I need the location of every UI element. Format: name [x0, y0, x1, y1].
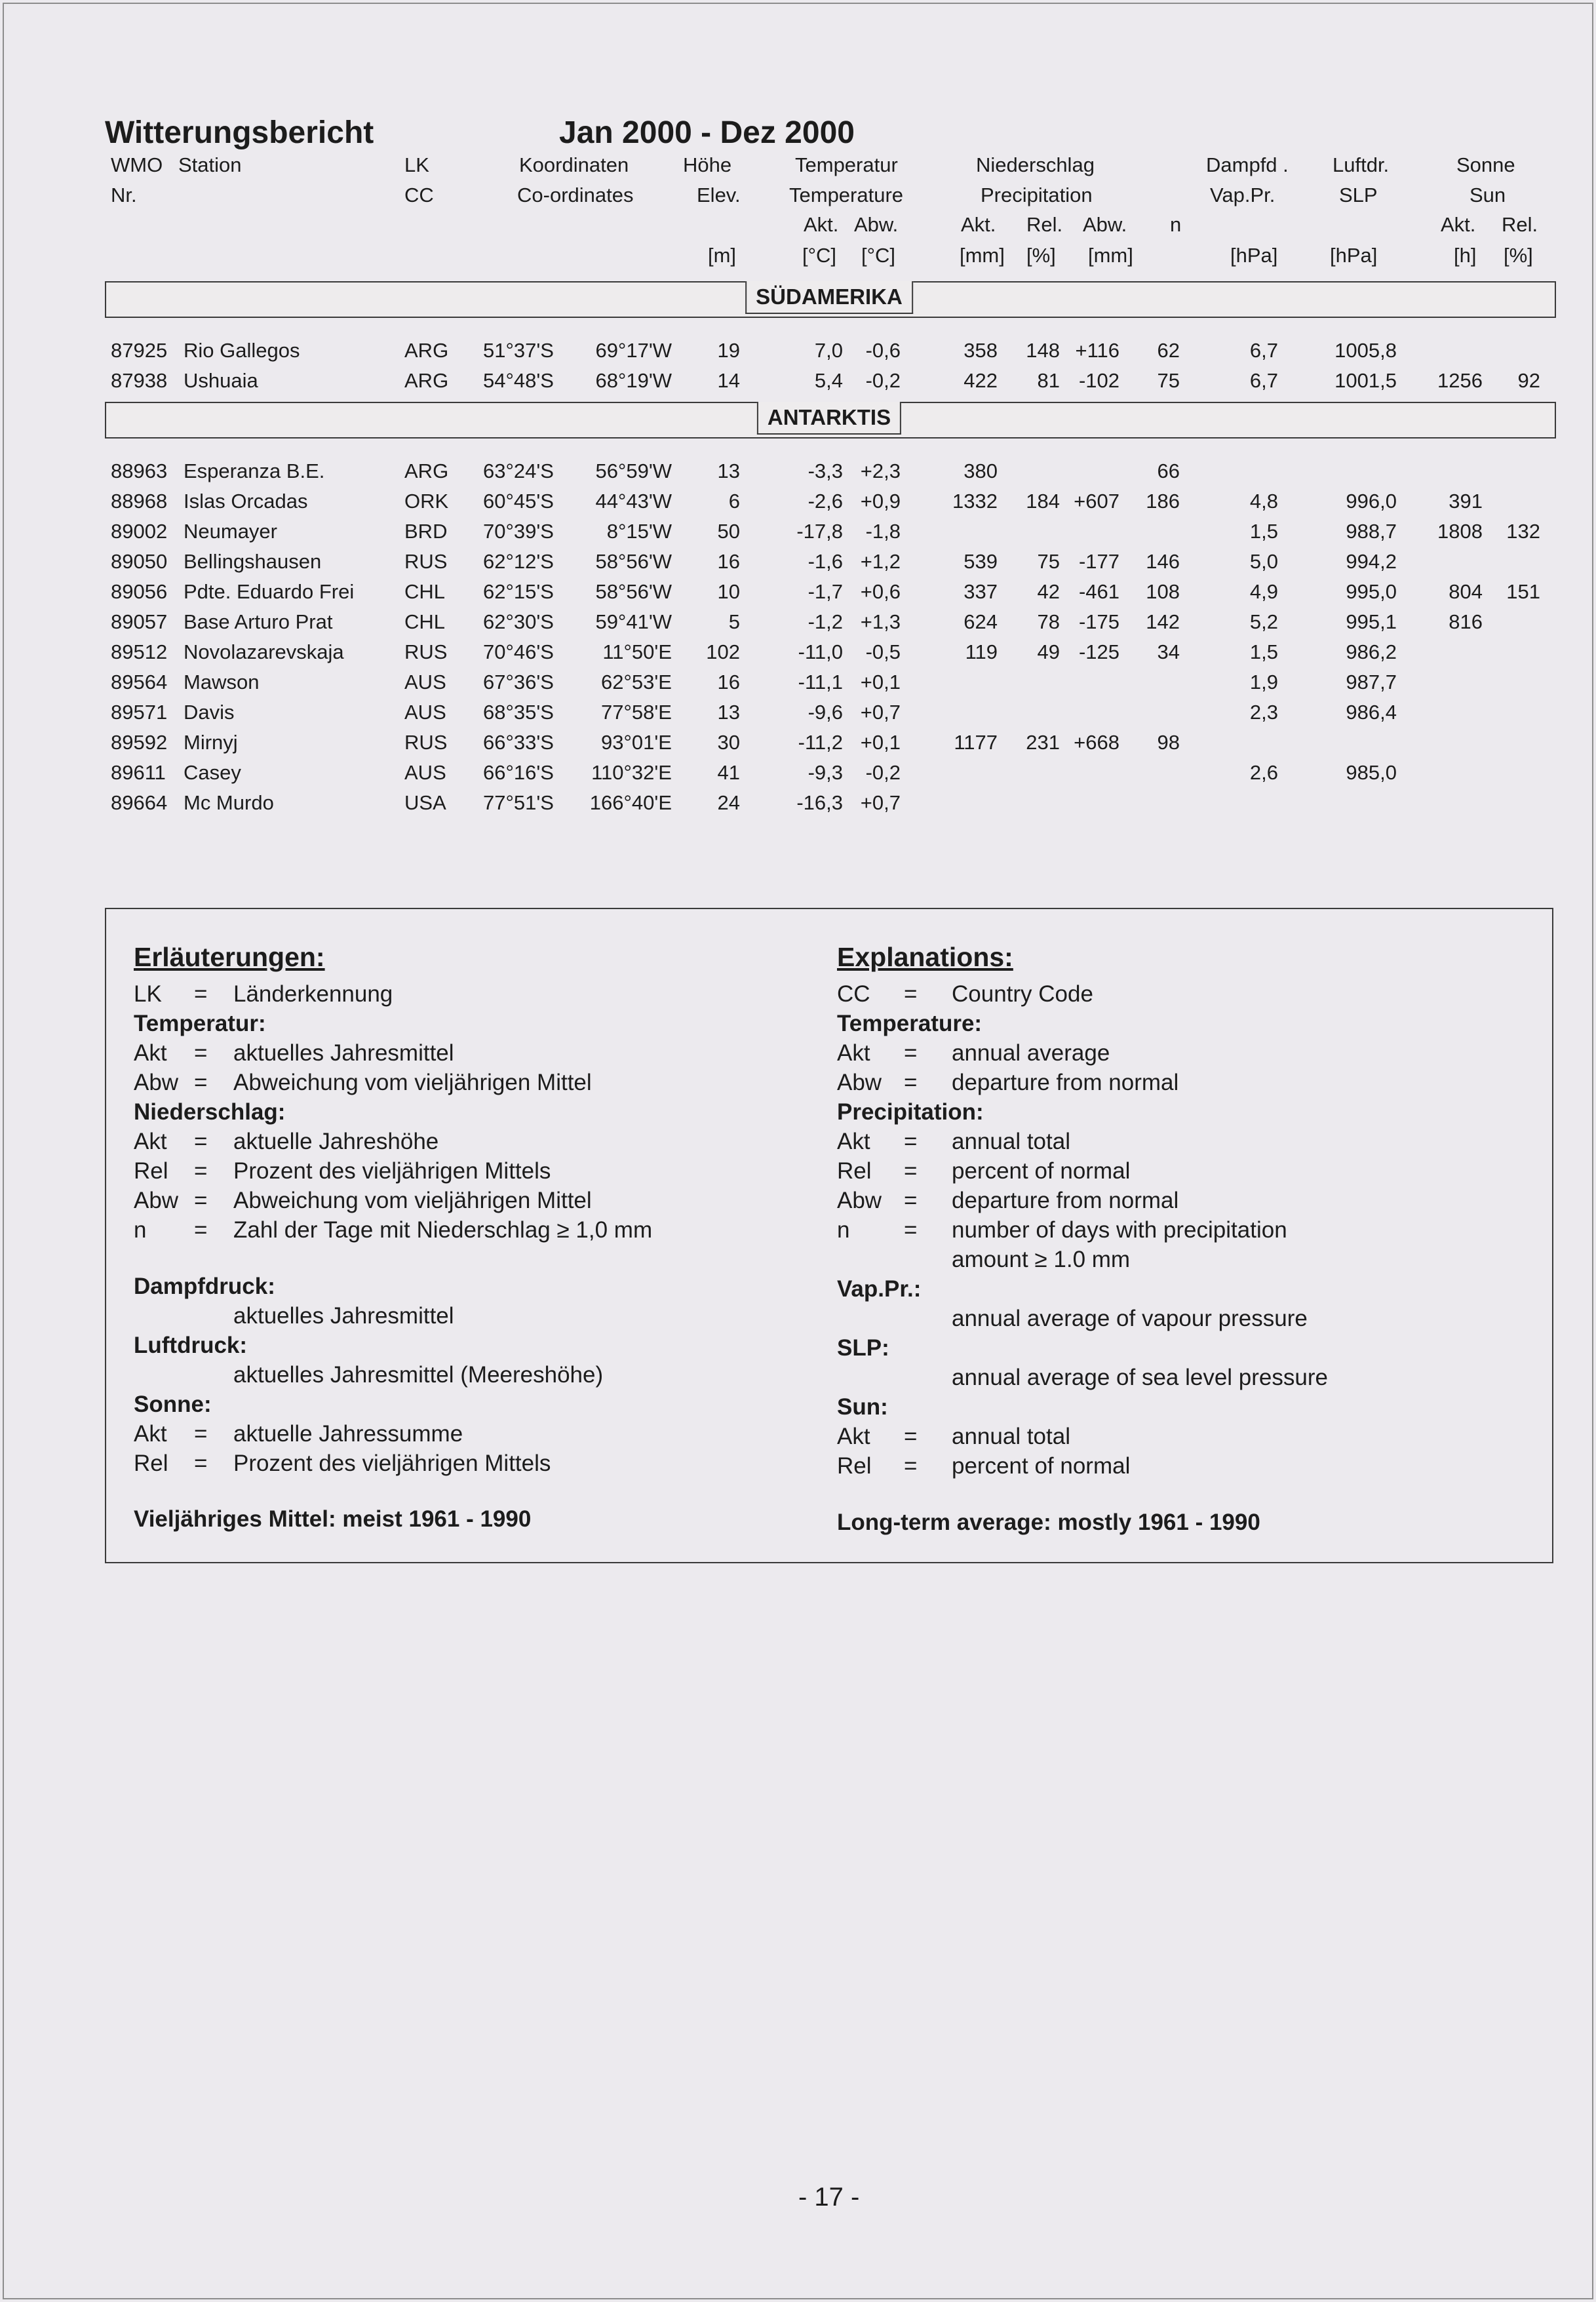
report-title: Witterungsbericht	[105, 115, 374, 150]
col-prec-rel: Rel.	[1026, 213, 1063, 236]
explanation-term: Rel	[134, 1158, 168, 1184]
cell-lon: 93°01'E	[601, 731, 672, 754]
explanation-equals: =	[194, 1129, 208, 1154]
col-sun-akt: Akt.	[1441, 213, 1476, 236]
explanation-term: LK	[134, 981, 162, 1007]
cell-p-abw: -461	[1078, 580, 1119, 603]
explanation-subheading: Sun:	[837, 1394, 888, 1420]
explanation-term: Akt	[134, 1129, 167, 1154]
cell-p-abw: -102	[1078, 369, 1119, 392]
cell-wmo: 89050	[111, 550, 168, 573]
cell-t-akt: -16,3	[796, 791, 843, 814]
cell-vappr: 4,8	[1249, 490, 1278, 513]
cell-cc: ARG	[404, 339, 449, 362]
explanation-subheading: Dampfdruck:	[134, 1273, 275, 1299]
cell-wmo: 89664	[111, 791, 168, 814]
cell-vappr: 6,7	[1249, 339, 1278, 362]
cell-station: Esperanza B.E.	[184, 459, 325, 482]
explanation-term: Abw	[837, 1188, 882, 1213]
cell-p-rel: 42	[1037, 580, 1060, 603]
cell-p-akt: 1332	[952, 490, 998, 513]
cell-p-abw: -125	[1078, 640, 1119, 663]
cell-sun-akt: 1256	[1437, 369, 1483, 392]
cell-lon: 8°15'W	[606, 520, 672, 543]
cell-wmo: 89057	[111, 610, 168, 633]
cell-station: Casey	[184, 761, 241, 784]
explanation-term: n	[134, 1217, 147, 1243]
cell-wmo: 87925	[111, 339, 168, 362]
cell-vappr: 4,9	[1249, 580, 1278, 603]
explanation-equals: =	[194, 1450, 208, 1476]
cell-t-akt: -11,2	[798, 731, 843, 754]
cell-p-n: 34	[1157, 640, 1180, 663]
cell-p-akt: 358	[963, 339, 998, 362]
explanation-definition: annual average of sea level pressure	[952, 1365, 1328, 1390]
unit-c2: [°C]	[861, 244, 896, 267]
explanation-definition: annual total	[952, 1424, 1070, 1449]
unit-hpa1: [hPa]	[1230, 244, 1278, 267]
cell-wmo: 89571	[111, 701, 168, 724]
cell-lat: 63°24'S	[483, 459, 554, 482]
cell-p-rel: 184	[1026, 490, 1060, 513]
section-title: ANTARKTIS	[757, 402, 901, 435]
cell-t-akt: -1,2	[808, 610, 843, 633]
col-luftdr: Luftdr.	[1333, 153, 1390, 176]
cell-p-n: 62	[1157, 339, 1180, 362]
explanation-term: Rel	[837, 1453, 872, 1479]
explanation-equals: =	[904, 1129, 918, 1154]
col-temp-akt: Akt.	[804, 213, 839, 236]
cell-t-abw: +0,7	[860, 701, 901, 724]
explanation-definition: aktuelles Jahresmittel	[233, 1302, 454, 1329]
cell-lat: 70°46'S	[483, 640, 554, 663]
explanation-definition: Länderkennung	[233, 981, 393, 1007]
col-precipitation: Precipitation	[981, 184, 1093, 206]
cell-lon: 58°56'W	[595, 550, 672, 573]
cell-vappr: 2,3	[1249, 701, 1278, 724]
cell-sun-akt: 391	[1449, 490, 1483, 513]
cell-t-abw: +1,2	[860, 550, 901, 573]
cell-t-akt: 7,0	[814, 339, 843, 362]
cell-t-abw: +0,6	[860, 580, 901, 603]
cell-sun-rel: 92	[1517, 369, 1540, 392]
explanation-equals: =	[904, 1453, 918, 1479]
explanation-definition: Country Code	[952, 981, 1093, 1007]
cell-slp: 996,0	[1346, 490, 1397, 513]
cell-sun-rel: 132	[1506, 520, 1540, 543]
unit-m: [m]	[708, 244, 737, 267]
explanation-subheading: Luftdruck:	[134, 1332, 248, 1358]
cell-t-akt: -11,0	[798, 640, 843, 663]
cell-station: Islas Orcadas	[184, 490, 308, 513]
cell-cc: AUS	[404, 701, 446, 724]
cell-elev: 19	[717, 339, 740, 362]
explanation-equals: =	[904, 1158, 918, 1184]
cell-slp: 988,7	[1346, 520, 1397, 543]
cell-sun-rel: 151	[1506, 580, 1540, 603]
explanation-definition: percent of normal	[952, 1453, 1131, 1479]
cell-p-n: 142	[1146, 610, 1180, 633]
cell-station: Mawson	[184, 671, 260, 693]
cell-p-n: 66	[1157, 459, 1180, 482]
cell-cc: BRD	[404, 520, 448, 543]
explanation-equals: =	[194, 1070, 208, 1095]
cell-vappr: 1,5	[1249, 640, 1278, 663]
cell-elev: 16	[717, 550, 740, 573]
cell-wmo: 88963	[111, 459, 168, 482]
explanation-equals: =	[904, 981, 918, 1007]
explanation-subheading: Vap.Pr.:	[837, 1276, 922, 1302]
explanation-definition: annual average	[952, 1040, 1110, 1066]
cell-t-akt: -1,6	[808, 550, 843, 573]
cell-p-abw: +668	[1074, 731, 1119, 754]
cell-wmo: 87938	[111, 369, 168, 392]
cell-wmo: 89592	[111, 731, 168, 754]
col-wmo: WMO	[111, 153, 163, 176]
cell-lat: 54°48'S	[483, 369, 554, 392]
cell-elev: 50	[717, 520, 740, 543]
cell-p-abw: -177	[1078, 550, 1119, 573]
explanation-definition: departure from normal	[952, 1188, 1179, 1213]
col-hoehe: Höhe	[683, 153, 732, 176]
cell-elev: 24	[717, 791, 740, 814]
cell-p-abw: +607	[1074, 490, 1119, 513]
cell-cc: AUS	[404, 671, 446, 693]
unit-c1: [°C]	[802, 244, 837, 267]
cell-t-abw: -0,5	[865, 640, 901, 663]
col-coordinates: Co-ordinates	[517, 184, 634, 206]
col-dampfd: Dampfd .	[1206, 153, 1289, 176]
cell-p-n: 186	[1146, 490, 1180, 513]
cell-p-akt: 624	[963, 610, 998, 633]
explanation-definition: Prozent des vieljährigen Mittels	[233, 1450, 551, 1476]
explanation-definition: number of days with precipitation	[952, 1217, 1287, 1243]
explanation-subheading: Temperature:	[837, 1011, 983, 1036]
cell-station: Bellingshausen	[184, 550, 322, 573]
cell-sun-akt: 1808	[1437, 520, 1483, 543]
cell-p-rel: 49	[1037, 640, 1060, 663]
col-temperatur: Temperatur	[795, 153, 898, 176]
unit-h: [h]	[1454, 244, 1477, 267]
cell-wmo: 89056	[111, 580, 168, 603]
cell-cc: USA	[404, 791, 446, 814]
explanation-term: Akt	[134, 1420, 167, 1447]
unit-mm1: [mm]	[960, 244, 1005, 267]
col-prec-abw: Abw.	[1083, 213, 1127, 236]
cell-elev: 102	[706, 640, 740, 663]
cell-p-akt: 539	[963, 550, 998, 573]
explanation-subheading: Long-term average: mostly 1961 - 1990	[837, 1509, 1260, 1535]
explanation-equals: =	[194, 1158, 208, 1184]
cell-cc: ARG	[404, 369, 449, 392]
explanation-term: Akt	[134, 1040, 167, 1066]
section-bar-antarktis	[105, 402, 1556, 439]
cell-station: Novolazarevskaja	[184, 640, 344, 663]
explanation-subheading: Temperatur:	[134, 1011, 266, 1036]
cell-p-abw: -175	[1078, 610, 1119, 633]
col-sonne: Sonne	[1456, 153, 1515, 176]
explanation-term: Akt	[837, 1424, 870, 1449]
col-temperature: Temperature	[789, 184, 904, 206]
cell-lon: 62°53'E	[601, 671, 672, 693]
cell-t-akt: -9,6	[808, 701, 843, 724]
cell-t-akt: -1,7	[808, 580, 843, 603]
col-slp: SLP	[1339, 184, 1378, 206]
explanation-term: Akt	[837, 1129, 870, 1154]
cell-cc: RUS	[404, 731, 448, 754]
explanation-term: n	[837, 1217, 850, 1243]
cell-station: Davis	[184, 701, 235, 724]
cell-cc: CHL	[404, 610, 446, 633]
explanation-definition: amount ≥ 1.0 mm	[952, 1247, 1131, 1272]
cell-t-abw: +0,9	[860, 490, 901, 513]
cell-elev: 13	[717, 459, 740, 482]
cell-p-akt: 337	[963, 580, 998, 603]
cell-station: Mc Murdo	[184, 791, 274, 814]
col-temp-abw: Abw.	[854, 213, 899, 236]
explanation-term: Abw	[134, 1070, 179, 1095]
cell-slp: 1001,5	[1334, 369, 1397, 392]
cell-p-rel: 148	[1026, 339, 1060, 362]
explanation-definition: Zahl der Tage mit Niederschlag ≥ 1,0 mm	[233, 1217, 653, 1243]
cell-cc: RUS	[404, 640, 448, 663]
cell-t-abw: -0,2	[865, 369, 901, 392]
cell-lon: 59°41'W	[595, 610, 672, 633]
cell-lon: 58°56'W	[595, 580, 672, 603]
explanation-definition: departure from normal	[952, 1070, 1179, 1095]
explanation-subheading: Vieljähriges Mittel: meist 1961 - 1990	[134, 1506, 532, 1532]
explanation-term: Abw	[837, 1070, 882, 1095]
explanation-equals: =	[904, 1070, 918, 1095]
cell-cc: ARG	[404, 459, 449, 482]
explanation-equals: =	[194, 981, 208, 1007]
cell-p-akt: 119	[965, 640, 998, 663]
explanation-equals: =	[904, 1424, 918, 1449]
cell-lon: 69°17'W	[595, 339, 672, 362]
explanation-definition: annual total	[952, 1129, 1070, 1154]
explanation-definition: Abweichung vom vieljährigen Mittel	[233, 1070, 592, 1095]
cell-sun-akt: 816	[1449, 610, 1483, 633]
col-prec-akt: Akt.	[961, 213, 996, 236]
cell-station: Rio Gallegos	[184, 339, 300, 362]
unit-pct: [%]	[1026, 244, 1056, 267]
cell-t-akt: -9,3	[808, 761, 843, 784]
cell-t-abw: +2,3	[860, 459, 901, 482]
cell-p-akt: 1177	[954, 731, 998, 754]
cell-slp: 995,0	[1346, 580, 1397, 603]
explanation-definition: aktuelles Jahresmittel	[233, 1040, 454, 1066]
explanation-term: CC	[837, 981, 870, 1007]
cell-p-rel: 78	[1037, 610, 1060, 633]
explanation-definition: annual average of vapour pressure	[952, 1306, 1308, 1331]
cell-lon: 68°19'W	[595, 369, 672, 392]
report-period: Jan 2000 - Dez 2000	[559, 115, 855, 150]
col-niederschlag: Niederschlag	[976, 153, 1095, 176]
cell-cc: AUS	[404, 761, 446, 784]
cell-station: Ushuaia	[184, 369, 258, 392]
cell-vappr: 2,6	[1249, 761, 1278, 784]
cell-p-abw: +116	[1075, 339, 1119, 362]
cell-wmo: 89564	[111, 671, 168, 693]
cell-lat: 77°51'S	[483, 791, 554, 814]
explanation-equals: =	[194, 1217, 208, 1243]
explanation-term: Rel	[837, 1158, 872, 1184]
explanation-subheading: Sonne:	[134, 1391, 212, 1417]
cell-t-abw: -1,8	[865, 520, 901, 543]
cell-wmo: 89002	[111, 520, 168, 543]
cell-wmo: 88968	[111, 490, 168, 513]
explanation-definition: Abweichung vom vieljährigen Mittel	[233, 1188, 592, 1213]
col-sun-rel: Rel.	[1502, 213, 1538, 236]
cell-slp: 987,7	[1346, 671, 1397, 693]
col-sun: Sun	[1469, 184, 1506, 206]
col-vappr: Vap.Pr.	[1210, 184, 1275, 206]
cell-elev: 30	[717, 731, 740, 754]
cell-lon: 11°50'E	[602, 640, 672, 663]
cell-lon: 77°58'E	[601, 701, 672, 724]
cell-lon: 56°59'W	[595, 459, 672, 482]
cell-elev: 41	[717, 761, 740, 784]
cell-lon: 44°43'W	[595, 490, 672, 513]
cell-t-abw: +1,3	[860, 610, 901, 633]
cell-elev: 6	[728, 490, 740, 513]
cell-slp: 994,2	[1346, 550, 1397, 573]
cell-slp: 986,4	[1346, 701, 1397, 724]
cell-lat: 51°37'S	[483, 339, 554, 362]
cell-lat: 66°33'S	[483, 731, 554, 754]
explanation-equals: =	[194, 1188, 208, 1213]
col-lk: LK	[404, 153, 429, 176]
unit-pct2: [%]	[1504, 244, 1533, 267]
cell-t-akt: -3,3	[808, 459, 843, 482]
explanation-definition: aktuelles Jahresmittel (Meereshöhe)	[233, 1361, 604, 1388]
cell-t-abw: +0,7	[860, 791, 901, 814]
cell-station: Base Arturo Prat	[184, 610, 333, 633]
cell-station: Mirnyj	[184, 731, 238, 754]
cell-vappr: 5,2	[1249, 610, 1278, 633]
col-elev: Elev.	[697, 184, 741, 206]
cell-vappr: 6,7	[1249, 369, 1278, 392]
cell-p-rel: 81	[1037, 369, 1060, 392]
cell-lat: 62°30'S	[483, 610, 554, 633]
cell-elev: 16	[717, 671, 740, 693]
unit-mm2: [mm]	[1088, 244, 1133, 267]
cell-slp: 1005,8	[1334, 339, 1397, 362]
unit-hpa2: [hPa]	[1330, 244, 1378, 267]
cell-lat: 68°35'S	[483, 701, 554, 724]
cell-elev: 14	[717, 369, 740, 392]
cell-vappr: 1,5	[1249, 520, 1278, 543]
col-nr: Nr.	[111, 184, 137, 206]
cell-wmo: 89611	[111, 761, 166, 784]
explanations-heading: Erläuterungen:	[134, 942, 325, 972]
cell-p-n: 146	[1146, 550, 1180, 573]
cell-lat: 66°16'S	[483, 761, 554, 784]
cell-p-n: 98	[1157, 731, 1180, 754]
col-station: Station	[178, 153, 242, 176]
cell-slp: 985,0	[1346, 761, 1397, 784]
cell-t-akt: -17,8	[796, 520, 843, 543]
cell-p-rel: 75	[1037, 550, 1060, 573]
explanation-term: Rel	[134, 1450, 168, 1476]
cell-t-abw: -0,2	[865, 761, 901, 784]
explanation-equals: =	[904, 1040, 918, 1066]
explanation-subheading: SLP:	[837, 1335, 889, 1361]
explanation-term: Akt	[837, 1040, 870, 1066]
cell-lat: 62°12'S	[483, 550, 554, 573]
cell-p-n: 75	[1157, 369, 1180, 392]
cell-elev: 13	[717, 701, 740, 724]
cell-p-akt: 380	[963, 459, 998, 482]
cell-t-akt: 5,4	[814, 369, 843, 392]
cell-elev: 10	[717, 580, 740, 603]
explanation-definition: aktuelle Jahressumme	[233, 1420, 463, 1447]
explanation-equals: =	[904, 1217, 918, 1243]
cell-station: Pdte. Eduardo Frei	[184, 580, 355, 603]
cell-wmo: 89512	[111, 640, 168, 663]
section-bar-suedamerika	[105, 281, 1556, 318]
cell-vappr: 5,0	[1249, 550, 1278, 573]
cell-p-n: 108	[1146, 580, 1180, 603]
cell-sun-akt: 804	[1449, 580, 1483, 603]
explanation-equals: =	[194, 1420, 208, 1447]
cell-lon: 166°40'E	[589, 791, 672, 814]
cell-cc: RUS	[404, 550, 448, 573]
cell-cc: CHL	[404, 580, 446, 603]
explanations-heading: Explanations:	[837, 942, 1013, 972]
section-title: SÜDAMERIKA	[745, 281, 913, 314]
cell-lat: 62°15'S	[483, 580, 554, 603]
cell-lat: 67°36'S	[483, 671, 554, 693]
cell-t-akt: -11,1	[798, 671, 843, 693]
explanation-subheading: Precipitation:	[837, 1099, 984, 1125]
cell-vappr: 1,9	[1249, 671, 1278, 693]
cell-cc: ORK	[404, 490, 449, 513]
explanation-subheading: Niederschlag:	[134, 1099, 286, 1125]
cell-lon: 110°32'E	[591, 761, 672, 784]
cell-station: Neumayer	[184, 520, 277, 543]
cell-p-rel: 231	[1026, 731, 1060, 754]
col-koordinaten: Koordinaten	[519, 153, 629, 176]
cell-elev: 5	[728, 610, 740, 633]
cell-t-abw: -0,6	[865, 339, 901, 362]
cell-t-abw: +0,1	[860, 671, 901, 693]
cell-p-akt: 422	[963, 369, 998, 392]
cell-slp: 995,1	[1346, 610, 1397, 633]
explanation-definition: aktuelle Jahreshöhe	[233, 1129, 439, 1154]
explanation-equals: =	[194, 1040, 208, 1066]
cell-t-abw: +0,1	[860, 731, 901, 754]
explanation-equals: =	[904, 1188, 918, 1213]
cell-slp: 986,2	[1346, 640, 1397, 663]
explanation-term: Abw	[134, 1188, 179, 1213]
col-cc: CC	[404, 184, 434, 206]
cell-lat: 60°45'S	[483, 490, 554, 513]
explanation-definition: Prozent des vieljährigen Mittels	[233, 1158, 551, 1184]
cell-lat: 70°39'S	[483, 520, 554, 543]
col-prec-n: n	[1170, 213, 1182, 236]
cell-t-akt: -2,6	[808, 490, 843, 513]
explanation-definition: percent of normal	[952, 1158, 1131, 1184]
page-number: - 17 -	[798, 2183, 860, 2212]
